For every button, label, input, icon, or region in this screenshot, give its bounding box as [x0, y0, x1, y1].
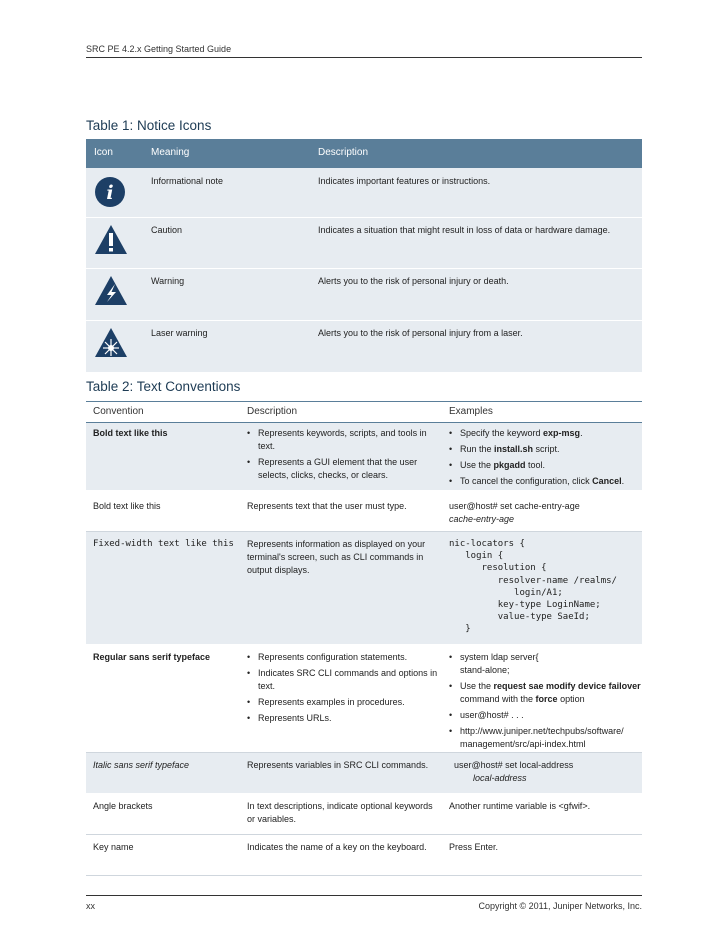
examples-cell: nic-locators { login { resolution { resolver-name /realms/ login/A1; key-type LoginName; value-type SaeId; } [449, 539, 617, 635]
table-row [86, 794, 642, 835]
description-cell: Indicates the name of a key on the keyboard. [247, 842, 427, 852]
convention-cell: Angle brackets [93, 801, 153, 811]
description-cell: Represents variables in SRC CLI commands. [247, 760, 429, 770]
list-item: • Represents examples in procedures. [247, 696, 442, 709]
description-cell [247, 651, 442, 728]
table2-col-convention: Convention [93, 406, 144, 417]
meaning-cell: Informational note [151, 176, 224, 186]
table2-col-examples: Examples [449, 406, 493, 417]
convention-cell: Bold text like this [93, 501, 161, 511]
table2-header-row [86, 401, 642, 423]
table-row [86, 269, 642, 321]
list-item: • Represents URLs. [247, 712, 442, 725]
examples-cell: user@host# set cache-entry-age cache-entry-age [449, 501, 580, 524]
running-header: SRC PE 4.2.x Getting Started Guide [86, 44, 232, 54]
description-cell: Indicates important features or instructions. [318, 176, 491, 186]
meaning-cell: Laser warning [151, 328, 208, 338]
list-item: • Represents a GUI element that the user selects, clicks, checks, or clears. [247, 456, 442, 482]
table-row [86, 423, 642, 491]
page-number: xx [86, 901, 95, 911]
examples-cell: Press Enter. [449, 842, 499, 852]
convention-cell: Fixed-width text like this [93, 539, 234, 549]
list-item: • Use the request sae modify device failover command with the force option [449, 680, 641, 706]
list-item: • Use the pkgadd tool. [449, 459, 641, 472]
list-item: • user@host# . . . [449, 709, 641, 722]
table-row [86, 168, 642, 218]
table-row [86, 218, 642, 269]
description-cell: In text descriptions, indicate optional keywords or variables. [247, 801, 433, 824]
examples-cell: Another runtime variable is <gfwif>. [449, 801, 591, 811]
table-row [86, 321, 642, 373]
meaning-cell: Caution [151, 225, 183, 235]
convention-cell: Italic sans serif typeface [93, 760, 190, 770]
table-row [86, 753, 642, 794]
table2-col-description: Description [247, 406, 298, 417]
table1-title: Table 1: Notice Icons [86, 118, 212, 133]
svg-text:i: i [106, 182, 114, 204]
description-cell [247, 427, 442, 485]
table-row [86, 645, 642, 753]
list-item: • Specify the keyword exp-msg. [449, 427, 641, 440]
table2-title: Table 2: Text Conventions [86, 379, 241, 394]
list-item: • Indicates SRC CLI commands and options in text. [247, 667, 442, 693]
convention-cell: Regular sans serif typeface [93, 652, 211, 662]
warning-icon [94, 274, 128, 313]
examples-cell [449, 651, 641, 754]
table-row [86, 835, 642, 876]
description-cell: Represents information as displayed on your terminal's screen, such as CLI commands in output displays. [247, 539, 426, 575]
notice-icons-table [86, 139, 642, 373]
list-item: • Run the install.sh script. [449, 443, 641, 456]
examples-cell: user@host# set local-address local-address [454, 760, 574, 783]
table-row [86, 491, 642, 532]
table1-col-meaning: Meaning [151, 147, 190, 158]
footer-rule [86, 895, 642, 896]
list-item: • Represents configuration statements. [247, 651, 442, 664]
table-row [86, 532, 642, 645]
list-item: • http://www.juniper.net/techpubs/software/ management/src/api-index.html [449, 725, 641, 751]
table1-col-description: Description [318, 147, 369, 158]
info-icon [94, 176, 126, 213]
convention-cell: Bold text like this [93, 428, 168, 438]
text-conventions-table [86, 401, 642, 876]
list-item: • system ldap server{ stand-alone; [449, 651, 641, 677]
table1-header-row [86, 139, 642, 168]
caution-icon [94, 223, 128, 262]
description-cell: Represents text that the user must type. [247, 501, 407, 511]
table1-col-icon: Icon [94, 147, 113, 158]
description-cell: Alerts you to the risk of personal injury or death. [318, 276, 509, 286]
description-cell: Indicates a situation that might result in loss of data or hardware damage. [318, 225, 611, 235]
description-cell: Alerts you to the risk of personal injury from a laser. [318, 328, 523, 338]
list-item: • To cancel the configuration, click Cancel. [449, 475, 641, 488]
examples-cell [449, 427, 641, 491]
laser-warning-icon [94, 326, 128, 365]
convention-cell: Key name [93, 842, 134, 852]
meaning-cell: Warning [151, 276, 185, 286]
list-item: • Represents keywords, scripts, and tools in text. [247, 427, 442, 453]
header-rule [86, 57, 642, 58]
copyright: Copyright © 2011, Juniper Networks, Inc. [478, 901, 642, 911]
